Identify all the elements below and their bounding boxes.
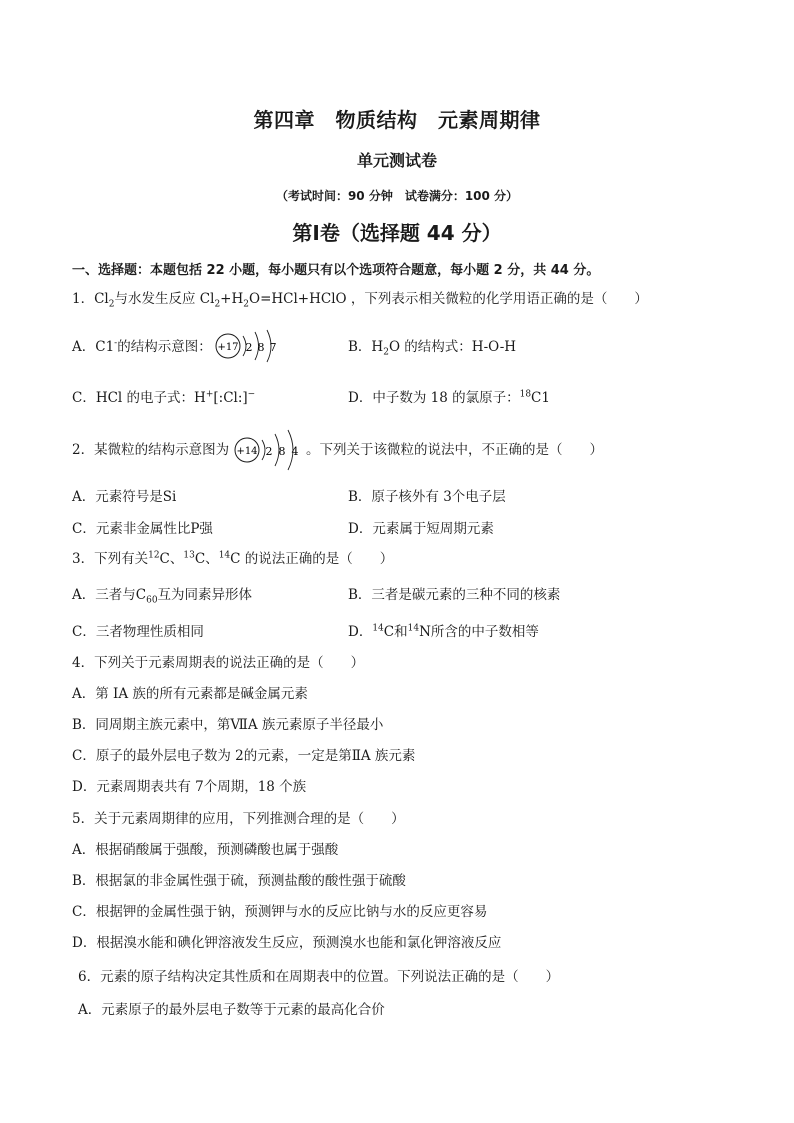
shell-count: 4: [291, 445, 299, 458]
chapter-title: 第四章 物质结构 元素周期律: [253, 108, 541, 132]
shell-count: 2: [245, 341, 253, 354]
q4-option-a: A．第 IA 族的所有元素都是碱金属元素: [72, 686, 308, 702]
electron-formula: H+[:Cl:]−: [194, 389, 256, 406]
q2-option-a: A．元素符号是Si: [72, 489, 177, 505]
q1-stem: 1．$Cl_2$与水发生反应 $Cl_2+H_2O=HCl+HClO$ ，下列表示相关微粒的化学用语正确的是（ ）: [72, 291, 648, 310]
q3-option-c: C．三者物理性质相同: [72, 624, 204, 640]
q4-stem: 4．下列关于元素周期表的说法正确的是（ ）: [72, 655, 365, 671]
q2-option-b: B．原子核外有 3个电子层: [348, 489, 506, 505]
q1-option-b: B．$H_2O$ 的结构式：H-O-H: [348, 339, 517, 358]
q1-option-c: C．HCl 的电子式：H+[:Cl:]−: [72, 389, 256, 406]
q1-option-a: A．C1-的结构示意图：: [72, 338, 212, 355]
q3-option-b: B．三者是碳元素的三种不同的核素: [348, 587, 561, 603]
shell-count: 7: [269, 341, 277, 354]
shell-count: 2: [265, 445, 273, 458]
q1-option-d: D．中子数为 18 的氯原子：$^{18}$C1: [348, 389, 550, 406]
silicon-atom-structure-diagram: [232, 426, 304, 474]
chlorine-ion-structure-diagram: [213, 326, 285, 366]
q4-option-b: B．同周期主族元素中，第ⅦA 族元素原子半径最小: [72, 717, 384, 733]
q5-option-a: A．根据硝酸属于强酸，预测磷酸也属于强酸: [72, 842, 339, 858]
q5-option-b: B．根据氯的非金属性强于硫，预测盐酸的酸性强于硫酸: [72, 873, 406, 889]
q5-option-d: D．根据溴水能和碘化钾溶液发生反应，预测溴水也能和氯化钾溶液反应: [72, 935, 502, 951]
q4-option-c: C．原子的最外层电子数为 2的元素，一定是第ⅡA 族元素: [72, 748, 416, 764]
shell-count: 8: [257, 341, 265, 354]
q3-option-d: D．$^{14}$C和$^{14}$N所含的中子数相等: [348, 623, 539, 640]
part-title: 第Ⅰ卷（选择题 44 分）: [292, 221, 502, 245]
q2-stem-part1: 2．某微粒的结构示意图为: [72, 442, 230, 458]
subtitle: 单元测试卷: [356, 151, 437, 170]
q2-stem-part2: 。下列关于该微粒的说法中，不正确的是（ ）: [306, 442, 603, 458]
q4-option-d: D．元素周期表共有 7个周期，18 个族: [72, 779, 307, 795]
q3-option-a: A．三者与$C_{60}$互为同素异形体: [72, 587, 253, 606]
q2-option-d: D．元素属于短周期元素: [348, 521, 494, 537]
q3-stem: 3．下列有关$^{12}$C、$^{13}$C、$^{14}$C 的说法正确的是（ ）: [72, 550, 394, 567]
q6-stem: 6．元素的原子结构决定其性质和在周期表中的位置。下列说法正确的是（ ）: [78, 969, 560, 985]
q6-option-a: A．元素原子的最外层电子数等于元素的最高化合价: [78, 1002, 385, 1018]
q2-option-c: C．元素非金属性比P强: [72, 521, 213, 537]
q5-stem: 5．关于元素周期律的应用，下列推测合理的是（ ）: [72, 811, 405, 827]
exam-info: （考试时间：90 分钟 试卷满分：100 分）: [275, 189, 519, 203]
shell-count: 8: [278, 445, 286, 458]
q5-option-c: C．根据钾的金属性强于钠，预测钾与水的反应比钠与水的反应更容易: [72, 904, 488, 920]
nucleus-charge: +17: [217, 342, 239, 353]
nucleus-charge: +14: [236, 446, 258, 457]
section-heading: 一、选择题：本题包括 22 小题，每小题只有以个选项符合题意，每小题 2 分，共 44 分。: [72, 263, 600, 278]
